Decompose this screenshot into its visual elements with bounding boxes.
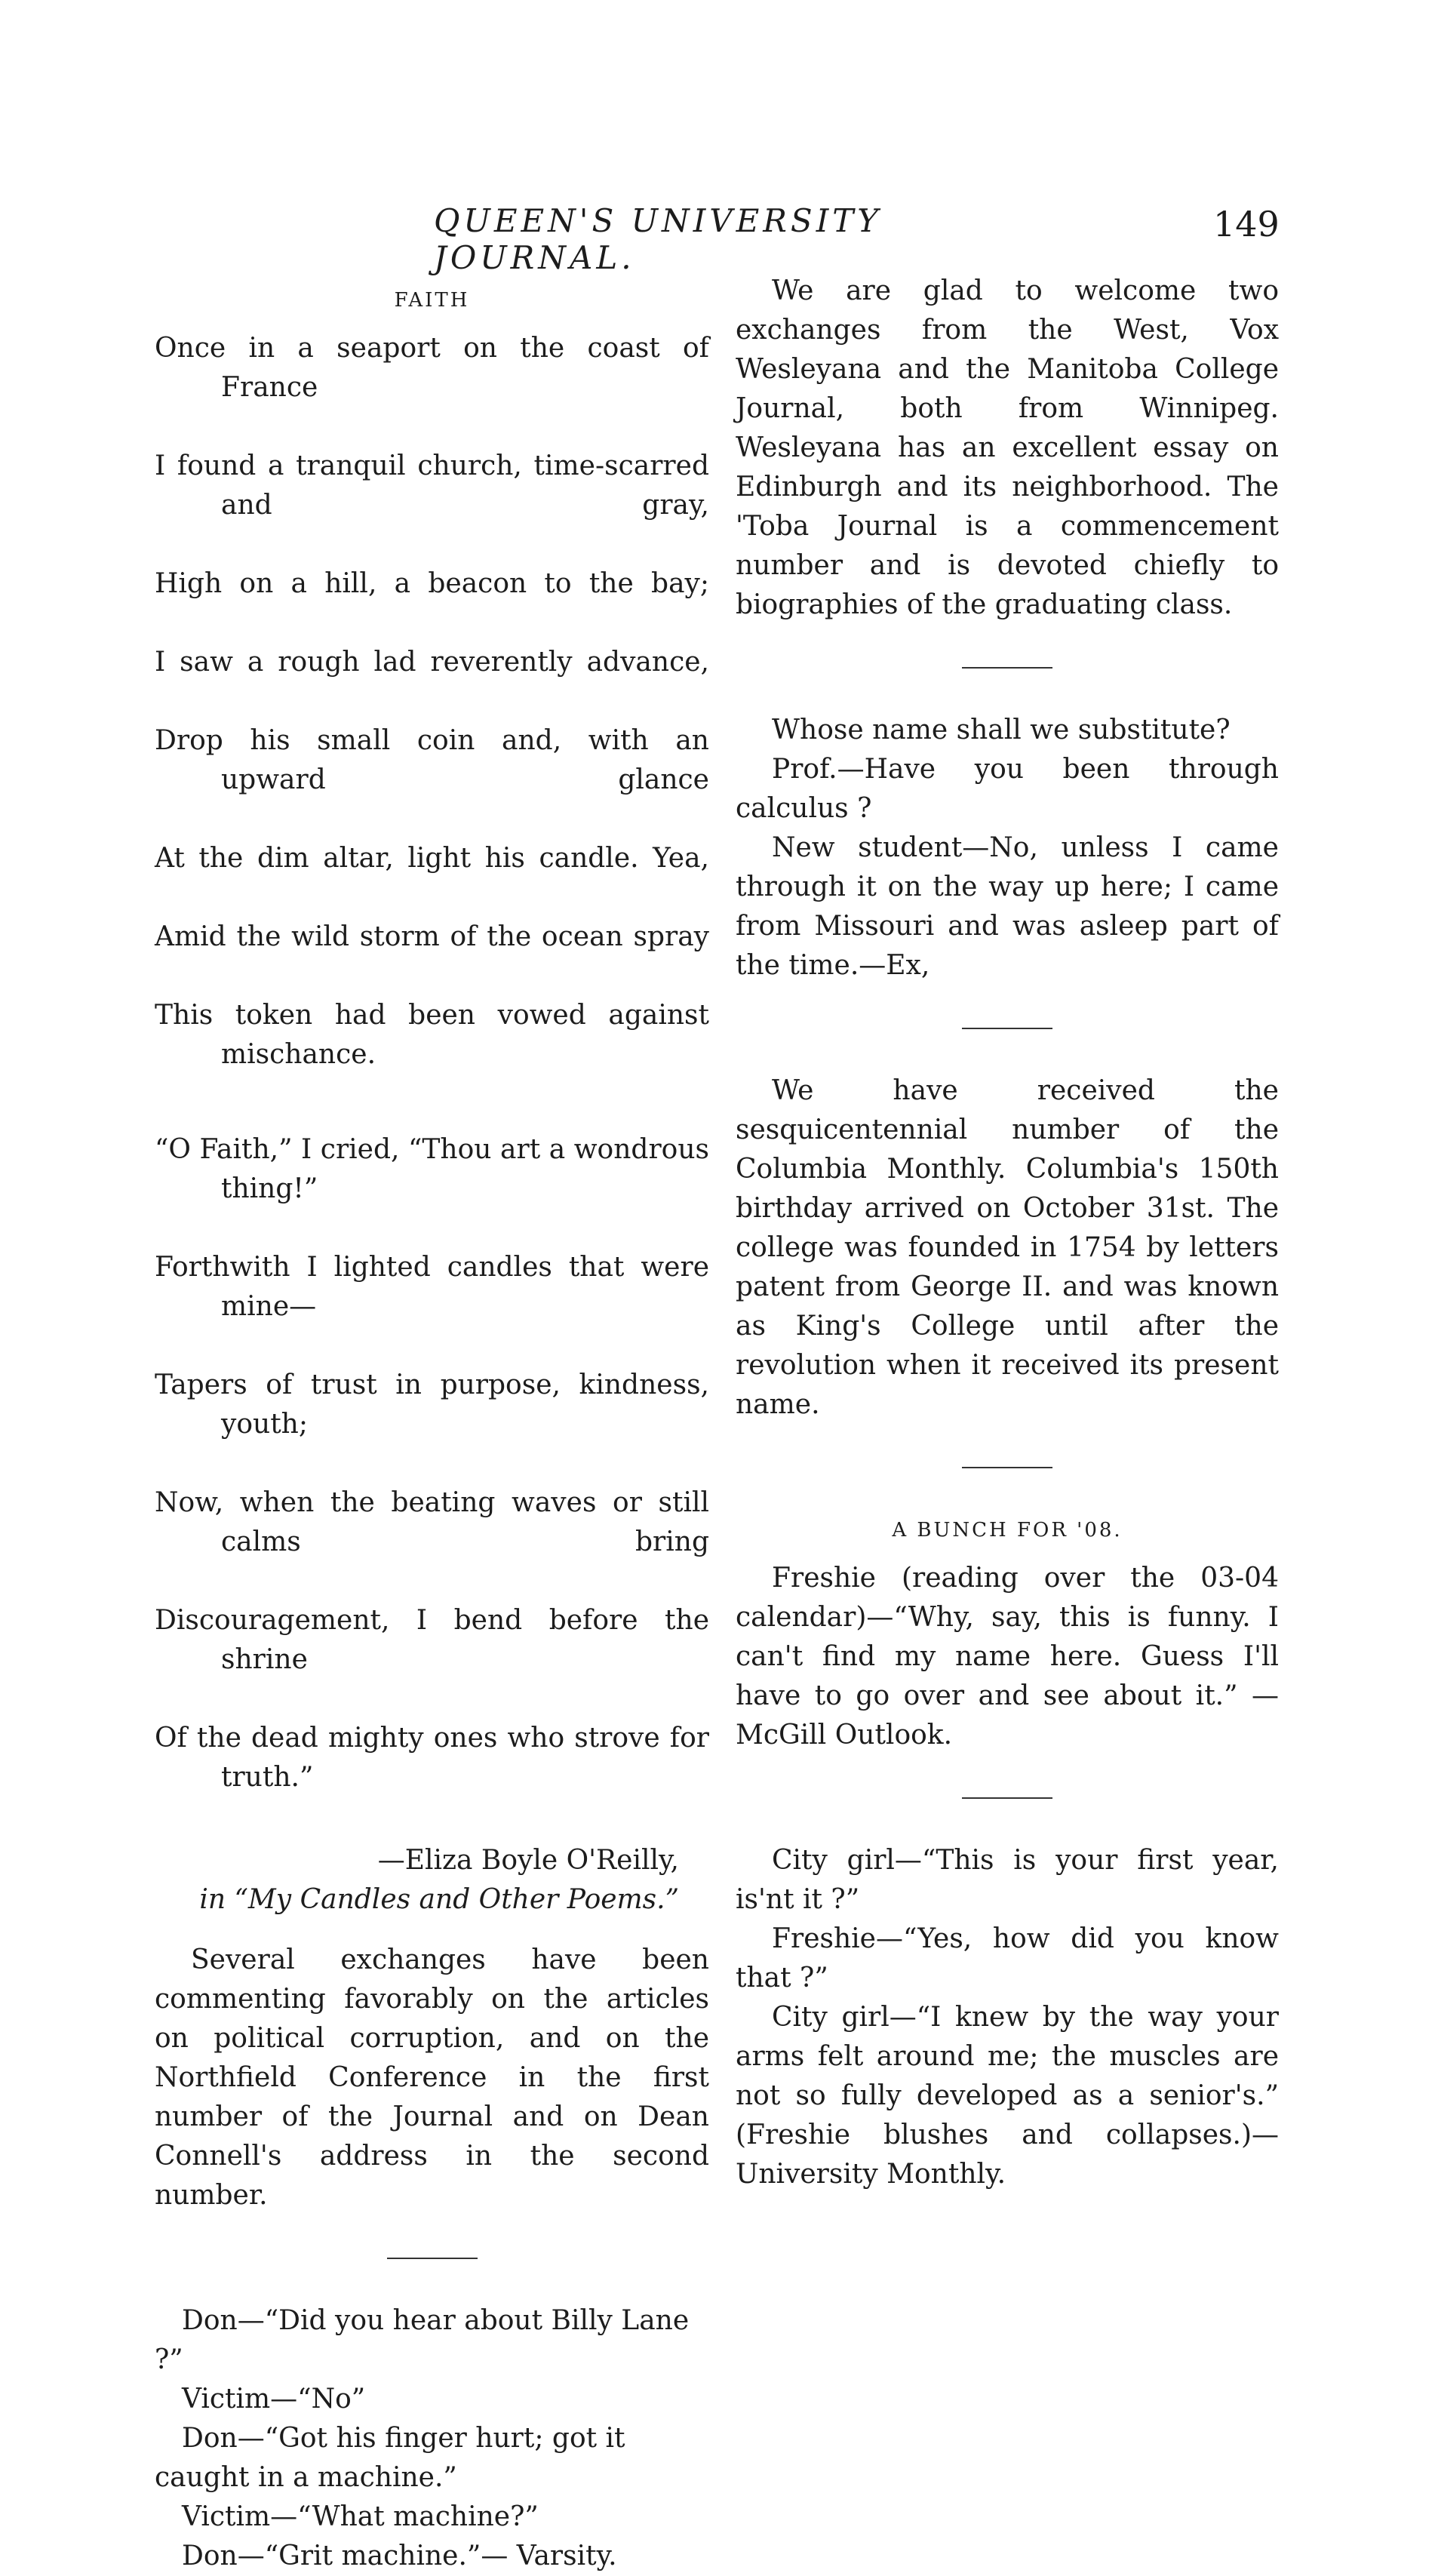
calculus-joke — [736, 711, 1279, 985]
dialogue-line: Don—“Got his finger hurt; got it caught in a machine.” — [155, 2423, 625, 2493]
poem-line: I found a tranquil church, time-scarred and gray, — [155, 450, 709, 521]
exchanges-paragraph: Several exchanges have been commenting favorably on the articles on political corruption, and on the Northfield Conference in the first number of the Journal and on Dean Connell's address in the second number. — [155, 1944, 709, 2211]
poem-stanza-2 — [155, 1130, 709, 1837]
section-spacer — [155, 1920, 709, 1941]
poem-line: At the dim altar, light his candle. Yea, — [155, 843, 709, 874]
right-column — [736, 272, 1279, 2194]
welcome-paragraph: We are glad to welcome two exchanges from the West, Vox Wesleyana and the Manitoba College Journal, both from Winnipeg. Wesleyana has an excellent essay on Edinburgh and its neighborhood. The 'Toba Journal is a commencement number and is devoted chiefly to biographies of the graduating class. — [736, 275, 1279, 620]
section-divider — [962, 1028, 1052, 1029]
poem-line: High on a hill, a beacon to the bay; — [155, 568, 709, 599]
stanza-spacer — [155, 1114, 709, 1130]
dialogue-line: Victim—“No” — [182, 2384, 366, 2415]
section-divider — [962, 1467, 1052, 1468]
poem-line: Once in a seaport on the coast of France — [155, 333, 709, 403]
joke-line: New student—No, unless I came through it on the way up here; I came from Missouri and was asleep part of the time.—Ex, — [736, 832, 1279, 981]
poem-line: Now, when the beating waves or still calms bring — [155, 1487, 709, 1557]
poem-line: I saw a rough lad reverently advance, — [155, 647, 709, 678]
section-divider — [387, 2258, 478, 2259]
poem-line: “O Faith,” I cried, “Thou art a wondrous thing!” — [155, 1134, 709, 1204]
joke-line: Prof.—Have you been through calculus ? — [736, 754, 1279, 824]
joke-line: Freshie—“Yes, how did you know that ?” — [736, 1923, 1279, 1993]
dialogue-line: Don—“Did you hear about Billy Lane ?” — [155, 2305, 690, 2375]
bunch-title: A BUNCH FOR '08. — [892, 1519, 1123, 1542]
bunch-paragraph: Freshie (reading over the 03-04 calendar)—“Why, say, this is funny. I can't find my name here. Guess I'll have to go over and see about it.” —McGill Outlook. — [736, 1563, 1279, 1751]
poem-source: in “My Candles and Other Poems.” — [199, 1884, 679, 1915]
poem-line: Forthwith I lighted candles that were mine— — [155, 1252, 709, 1322]
poem-title: FAITH — [394, 289, 470, 312]
dialogue-line: Don—“Grit machine.”— Varsity. — [182, 2541, 617, 2571]
poem-line: Discouragement, I bend before the shrine — [155, 1605, 709, 1675]
dialogue-block — [155, 2301, 709, 2576]
poem-attribution: —Eliza Boyle O'Reilly, — [377, 1845, 679, 1876]
joke-line: Whose name shall we substitute? — [772, 715, 1231, 745]
poem-stanza-1 — [155, 329, 709, 1114]
poem-line: Amid the wild storm of the ocean spray — [155, 921, 709, 952]
poem-line: This token had been vowed against mischance. — [155, 1000, 709, 1070]
poem-line: Tapers of trust in purpose, kindness, youth; — [155, 1369, 709, 1440]
dialogue-line: Victim—“What machine?” — [182, 2501, 539, 2532]
poem-line: Drop his small coin and, with an upward glance — [155, 725, 709, 795]
columbia-paragraph: We have received the sesquicentennial number of the Columbia Monthly. Columbia's 150th birthday arrived on October 31st. The college was founded in 1754 by letters patent from George II. and was known as King's College until after the revolution when it received its present name. — [736, 1075, 1279, 1420]
city-girl-joke — [736, 1841, 1279, 2194]
page-number: 149 — [1213, 204, 1280, 244]
section-divider — [962, 667, 1052, 669]
joke-line: City girl—“I knew by the way your arms felt around me; the muscles are not so fully developed as a senior's.” (Freshie blushes and collapses.)—University Monthly. — [736, 2002, 1279, 2190]
joke-line: City girl—“This is your first year, is'nt it ?” — [736, 1845, 1279, 1915]
section-divider — [962, 1797, 1052, 1799]
running-header: QUEEN'S UNIVERSITY JOURNAL. — [434, 202, 883, 276]
poem-line: Of the dead mighty ones who strove for truth.” — [155, 1723, 709, 1793]
left-column — [155, 272, 709, 2576]
